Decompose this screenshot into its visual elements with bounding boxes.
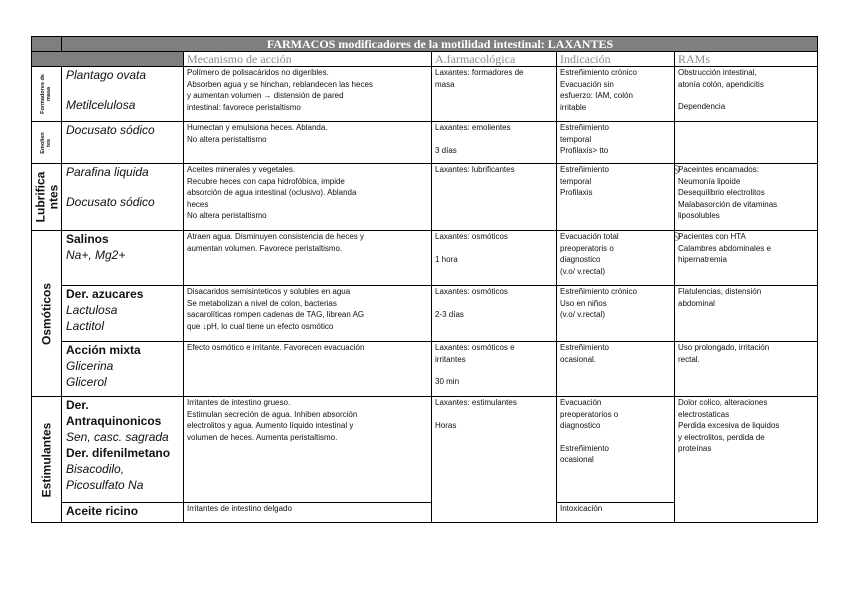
- drug-azucares: Der. azucares: [66, 287, 144, 301]
- farm-mixta: Laxantes: osmóticos e irritantes 30 min: [432, 342, 557, 397]
- time-azucares: 2-3 días: [435, 309, 464, 319]
- table-title: FARMACOS modificadores de la motilidad intestinal: LAXANTES: [62, 37, 818, 52]
- ind-estimulantes: Evacuación preoperatorios o diagnostico Estreñimiento ocasional: [557, 397, 675, 503]
- ram-lubrificantes: ⃠Paceintes encamados: Neumonía lipoide Desequilibrio electrolitos Malabasorción de vitaminas liposolubles: [675, 164, 818, 231]
- ram-formadores: Obstrucción intestinal, atonía colón, apendicitis Dependencia: [675, 67, 818, 122]
- drug-cell-azucares: [62, 286, 184, 342]
- mech-salinos: Atraen agua. Disminuyen consistencia de heces y aumentan volumen. Favorece peristaltismo.: [184, 231, 432, 286]
- category-osmoticos: [32, 231, 62, 397]
- ram-emolientes: [675, 122, 818, 164]
- header-farmacologica: A.farmacológica: [432, 52, 557, 67]
- mech-ricino: Irritantes de intestino delgado: [184, 503, 432, 523]
- drug-lactitol: Lactitol: [66, 319, 105, 333]
- time-emolientes: 3 días: [435, 145, 457, 155]
- header-row: [32, 52, 818, 67]
- drug-difenilmetano: Der. difenilmetano: [66, 446, 171, 460]
- drug-mixta: Acción mixta: [66, 343, 141, 357]
- ind-salinos: Evacuación total preoperatoris o diagnostico (v.o/ v.rectal): [557, 231, 675, 286]
- drug-salinos: Salinos: [66, 232, 109, 246]
- time-estimulantes: Horas: [435, 420, 457, 430]
- ind-emolientes: Estreñimiento temporal Profilaxis> tto: [557, 122, 675, 164]
- header-rams: RAMs: [675, 52, 818, 67]
- category-formadores: [32, 67, 62, 122]
- category-lubrificantes: [32, 164, 62, 231]
- time-mixta: 30 min: [435, 377, 460, 386]
- category-emolientes-label: Emolien tes: [39, 131, 52, 154]
- ram-salinos: ⃠Pacientes con HTA Calambres abdominales e hipernatremia: [675, 231, 818, 286]
- mech-azucares: Disacaridos semisinteticos y solubles en agua Se metabolizan a nivel de colon, bacterias sacarolíticas rompen cadenas de TAG, librean AG que ↓pH, lo cual tiene un efecto osmótico: [184, 286, 432, 342]
- drug-metilcelulosa: Metilcelulosa: [66, 98, 136, 112]
- mech-formadores: Polímero de polisacáridos no digeribles. Absorben agua y se hinchan, reblandecen las heces y aumentan volumen → distensión de pared intestinal: favorece peristaltismo: [184, 67, 432, 122]
- drug-cell-salinos: [62, 231, 184, 286]
- ind-ricino: Intoxicación: [557, 503, 675, 523]
- drug-salinos-ions: Na+, Mg2+: [66, 248, 126, 262]
- row-estimulantes: [32, 397, 818, 503]
- drug-parafina: Parafina liquida: [66, 165, 149, 179]
- mech-mixta: Efecto osmótico e irritante. Favorecen evacuación: [184, 342, 432, 397]
- corner-cell: [32, 37, 62, 52]
- drug-picosulfato: Picosulfato Na: [66, 478, 144, 492]
- ind-mixta: Estreñimiento ocasional.: [557, 342, 675, 397]
- header-mecanismo: Mecanismo de acción: [184, 52, 432, 67]
- header-indicacion: Indicación: [557, 52, 675, 67]
- row-salinos: [32, 231, 818, 286]
- mech-emolientes: Humectan y emulsiona heces. Ablanda. No altera peristaltismo: [184, 122, 432, 164]
- drug-cell-formadores: [62, 67, 184, 122]
- drug-bisacodilo: Bisacodilo,: [66, 462, 125, 476]
- row-azucares: [32, 286, 818, 342]
- category-osmoticos-label: Osmóticos: [39, 282, 54, 345]
- ram-azucares: Flatulencias, distensión abdominal: [675, 286, 818, 342]
- ind-lubrificantes: Estreñimiento temporal Profilaxis: [557, 164, 675, 231]
- farm-formadores: Laxantes: formadores de masa: [432, 67, 557, 122]
- row-lubrificantes: [32, 164, 818, 231]
- drug-cell-emolientes: [62, 122, 184, 164]
- row-formadores: [32, 67, 818, 122]
- drug-cell-estimulantes: [62, 397, 184, 503]
- category-formadores-label: Formadores de masa: [39, 74, 52, 114]
- farm-salinos: Laxantes: osmóticos 1 hora: [432, 231, 557, 286]
- header-corner: [32, 52, 184, 67]
- farm-emolientes: Laxantes: emolientes 3 días: [432, 122, 557, 164]
- drug-cell-ricino: [62, 503, 184, 523]
- drug-ricino: Aceite ricino: [66, 504, 139, 518]
- drug-sen: Sen, casc. sagrada: [66, 430, 169, 444]
- ind-azucares: Estreñimiento crónico Uso en niños (v.o/ v.rectal): [557, 286, 675, 342]
- drug-plantago: Plantago ovata: [66, 68, 147, 82]
- drug-glicerol: Glicerol: [66, 375, 107, 389]
- mech-estimulantes: Irritantes de intestino grueso. Estimulan secreción de agua. Inhiben absorción electrolitos y agua. Aumento líquido intestinal y volumen de heces. Aumenta peristaltismo.: [184, 397, 432, 503]
- farm-estimulantes: Laxantes: estimulantes Horas: [432, 397, 557, 523]
- ind-formadores: Estreñimiento crónico Evacuación sin esfuerzo: IAM, colón irritable: [557, 67, 675, 122]
- drug-cell-lubrificantes: [62, 164, 184, 231]
- farm-azucares: Laxantes: osmóticos 2-3 días: [432, 286, 557, 342]
- drug-antraquinonicos: Antraquinonicos: [66, 414, 162, 428]
- time-salinos: 1 hora: [435, 254, 458, 264]
- row-emolientes: [32, 122, 818, 164]
- title-row: [32, 37, 818, 52]
- drug-docusato-lubrificante: Docusato sódico: [66, 195, 155, 209]
- drug-der-a: Der.: [66, 398, 89, 412]
- category-lubrificantes-label: Lubrifica ntes: [32, 171, 60, 223]
- drug-docusato-emoliente: Docusato sódico: [66, 123, 155, 137]
- farm-lubrificantes: Laxantes: lubrificantes: [432, 164, 557, 231]
- drug-glicerina: Glicerina: [66, 359, 114, 373]
- ram-estimulantes: Dolor colico, alteraciones electrostaticas Perdida excesiva de liquidos y electrolitos, perdida de proteínas: [675, 397, 818, 523]
- drug-lactulosa: Lactulosa: [66, 303, 118, 317]
- category-estimulantes-label: Estimulantes: [39, 422, 54, 497]
- category-emolientes: [32, 122, 62, 164]
- ram-mixta: Uso prolongado, irritación rectal.: [675, 342, 818, 397]
- laxantes-table: [31, 36, 818, 523]
- category-estimulantes: [32, 397, 62, 523]
- row-mixta: [32, 342, 818, 397]
- drug-cell-mixta: [62, 342, 184, 397]
- mech-lubrificantes: Aceites minerales y vegetales. Recubre heces con capa hidrofóbica, impide absorción de agua intestinal (oclusivo). Ablanda heces No altera peristaltismo: [184, 164, 432, 231]
